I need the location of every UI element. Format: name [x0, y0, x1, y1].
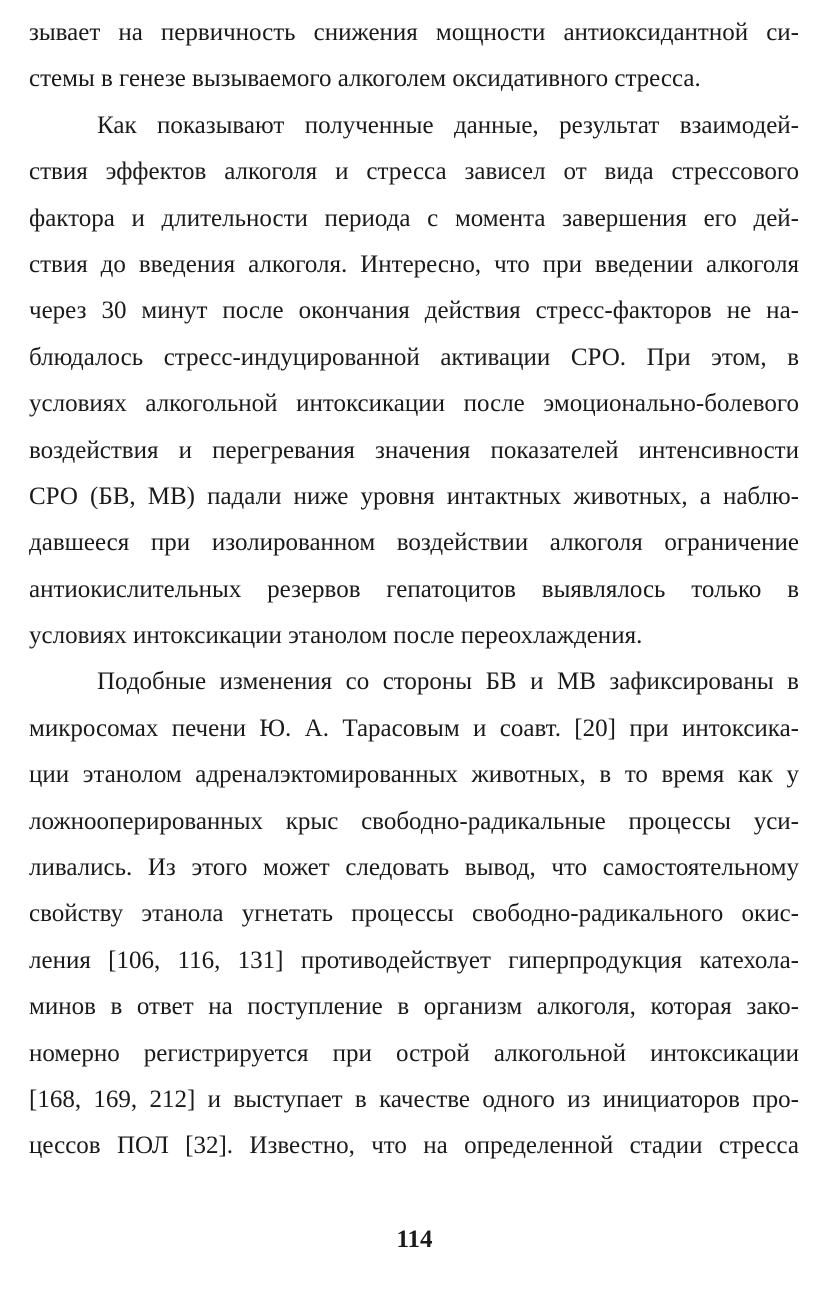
paragraph-3 — [29, 659, 799, 1169]
text-line: микросомах печени Ю. А. Тарасовым и соавт. [20] при интоксика- — [29, 714, 799, 742]
text-line: зывает на первичность снижения мощности антиоксидантной си- — [29, 19, 799, 46]
text-line: минов в ответ на поступление в организм алкоголя, которая зако- — [29, 993, 799, 1021]
text-line: давшееся при изолированном воздействии алкоголя ограничение — [29, 529, 799, 557]
text-line: через 30 минут после окончания действия стресс-факторов не на- — [29, 297, 799, 325]
text-line: цессов ПОЛ [32]. Известно, что на определенной стадии стресса — [29, 1132, 799, 1160]
text-line: СРО (БВ, МВ) падали ниже уровня интактных животных, а наблю- — [29, 482, 799, 510]
text-line: номерно регистрируется при острой алкогольной интоксикации — [29, 1039, 799, 1067]
text-line: условиях алкогольной интоксикации после эмоционально-болевого — [29, 390, 799, 418]
page-number: 114 — [396, 1226, 433, 1253]
text-line: ствия до введения алкоголя. Интересно, что при введении алкоголя — [29, 250, 799, 278]
text-line: ления [106, 116, 131] противодействует гиперпродукция катехола- — [29, 946, 799, 974]
text-line: свойству этанола угнетать процессы свободно-радикального окис- — [29, 900, 799, 928]
text-line: блюдалось стресс-индуцированной активации СРО. При этом, в — [29, 343, 799, 371]
text-line: ливались. Из этого может следовать вывод, что самостоятельному — [29, 854, 799, 882]
text-line: Как показывают полученные данные, результат взаимодей- — [97, 111, 799, 139]
body-text — [29, 10, 799, 1170]
text-line: ложнооперированных крыс свободно-радикальные процессы уси- — [29, 807, 799, 835]
text-line: ствия эффектов алкоголя и стресса зависел от вида стрессового — [29, 158, 799, 186]
text-line: антиокислительных резервов гепатоцитов выявлялось только в — [29, 575, 799, 603]
text-line: ции этанолом адреналэктомированных животных, в то время как у — [29, 761, 799, 789]
paragraph-2 — [29, 103, 799, 660]
text-line: воздействия и перегревания значения показателей интенсивности — [29, 436, 799, 464]
paragraph-1 — [29, 10, 799, 103]
text-line: фактора и длительности периода с момента завершения его дей- — [29, 204, 799, 232]
text-line: условиях интоксикации этанолом после переохлаждения. — [29, 622, 643, 650]
text-line: Подобные изменения со стороны БВ и МВ зафиксированы в — [97, 668, 799, 696]
text-line: стемы в генезе вызываемого алкоголем оксидативного стресса. — [29, 65, 701, 93]
text-line: [168, 169, 212] и выступает в качестве одного из инициаторов про- — [29, 1085, 799, 1113]
